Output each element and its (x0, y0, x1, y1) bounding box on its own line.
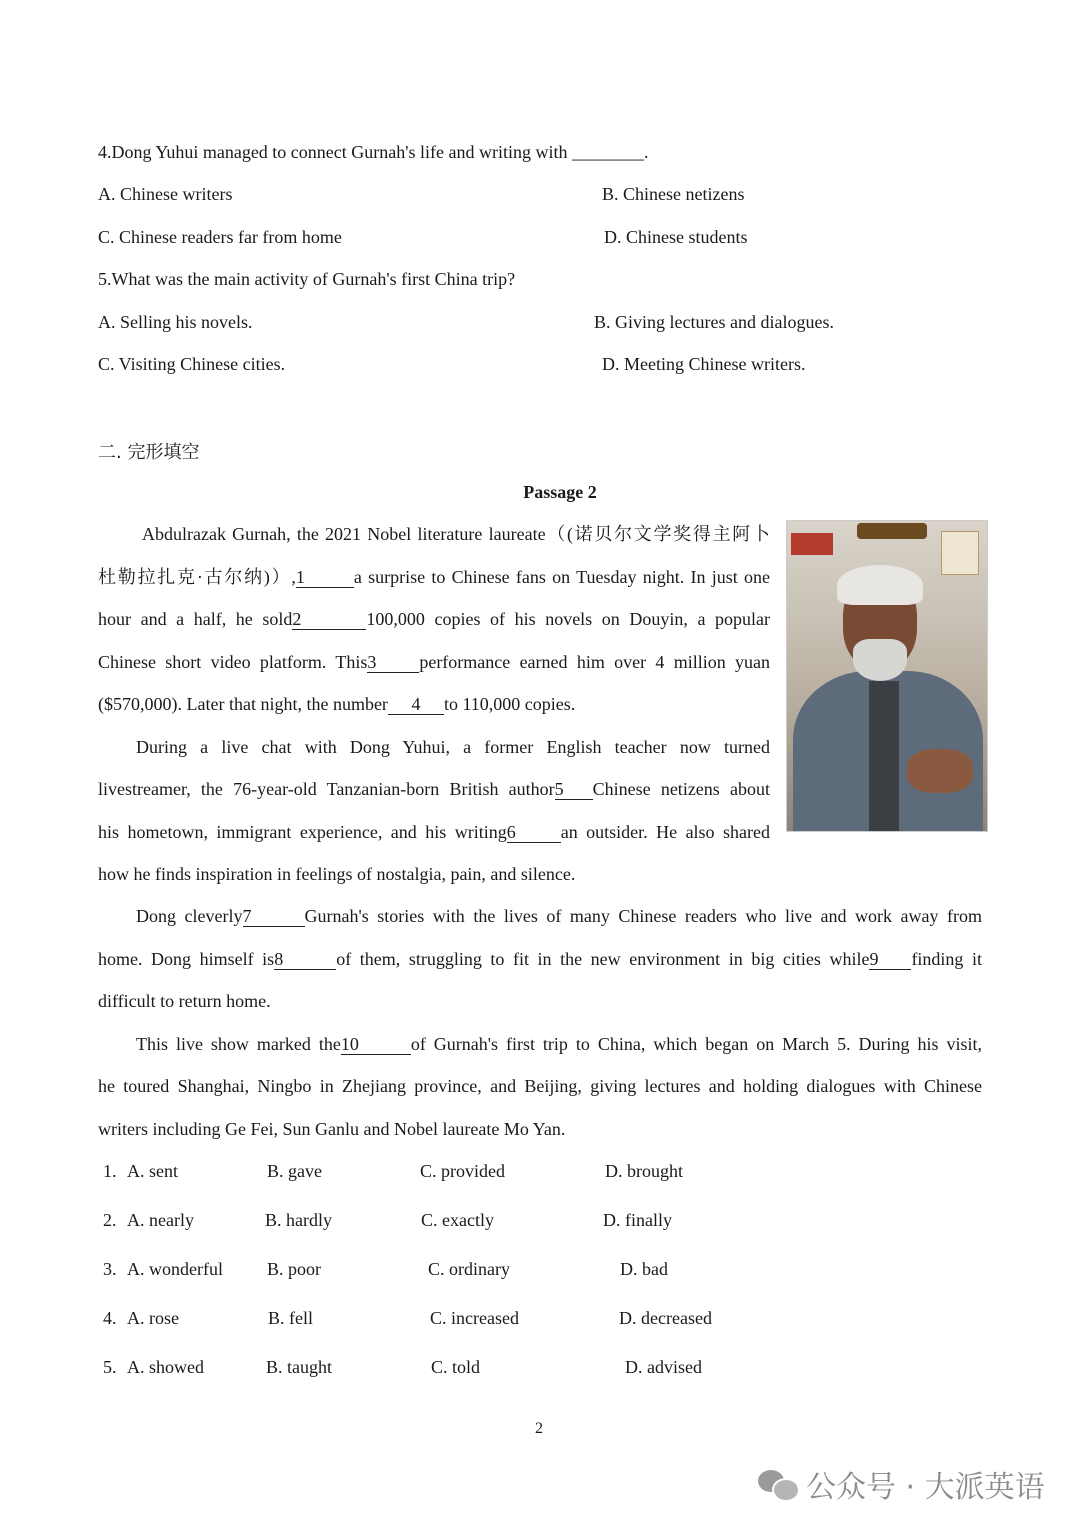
p1-line-1: Abdulrazak Gurnah, the 2021 Nobel literature laureate（(诺贝尔文学奖得主阿卜 (142, 524, 770, 544)
tag-left-shape (791, 533, 833, 555)
option-b: B. poor (267, 1259, 321, 1279)
p2-line-1: During a live chat with Dong Yuhui, a former English teacher now turned (136, 736, 770, 757)
wechat-icon (758, 1468, 798, 1500)
option-b: B. fell (268, 1308, 313, 1328)
q5-option-a: A. Selling his novels. (98, 312, 253, 332)
text: ($570,000). Later that night, the number (98, 694, 388, 714)
option-num: 5. (103, 1357, 117, 1377)
option-c: C. increased (430, 1308, 519, 1328)
q5-option-b: B. Giving lectures and dialogues. (594, 312, 834, 332)
p1-line-3 (98, 598, 770, 641)
blank-1: 1 (296, 567, 354, 588)
option-a: A. sent (127, 1161, 178, 1181)
text: Chinese netizens about (592, 779, 770, 799)
option-a: A. showed (127, 1357, 204, 1377)
beard-shape (853, 639, 907, 681)
q5-stem: 5.What was the main activity of Gurnah's first China trip? (98, 269, 516, 289)
text: home. Dong himself is (98, 948, 275, 969)
text: an outsider. He also shared (560, 821, 771, 842)
blank-8: 8 (274, 949, 336, 970)
p3-line-3: difficult to return home. (98, 991, 271, 1011)
option-num: 1. (103, 1161, 117, 1181)
q4-option-d: D. Chinese students (604, 227, 748, 247)
option-c: C. exactly (421, 1210, 494, 1230)
option-d: D. advised (625, 1357, 702, 1377)
watermark (758, 1462, 1045, 1506)
p4-line-3: writers including Ge Fei, Sun Ganlu and Nobel laureate Mo Yan. (98, 1118, 566, 1139)
shirt-shape (869, 681, 899, 831)
hand-shape (907, 749, 973, 793)
text: a surprise to Chinese fans on Tuesday night. In just one (353, 566, 770, 587)
text: hour and a half, he sold (98, 609, 293, 629)
option-c: C. provided (420, 1161, 505, 1181)
option-b: B. hardly (265, 1210, 332, 1230)
blank-9: 9 (869, 949, 911, 970)
text: livestreamer, the 76-year-old Tanzanian-born British author (98, 779, 555, 799)
option-a: A. rose (127, 1308, 179, 1328)
blank-4: 4 (388, 694, 444, 715)
q4-stem: 4.Dong Yuhui managed to connect Gurnah's life and writing with ________. (98, 142, 649, 162)
p3-line-1 (98, 895, 982, 938)
option-d: D. bad (620, 1259, 668, 1279)
option-c: C. ordinary (428, 1259, 510, 1279)
blank-3: 3 (367, 652, 419, 673)
option-a: A. nearly (127, 1210, 194, 1230)
text: to 110,000 copies. (443, 694, 576, 714)
passage-column (98, 513, 770, 896)
p4-line-2: he toured Shanghai, Ningbo in Zhejiang province, and Beijing, giving lectures and holding dialogues with Chinese (98, 1076, 982, 1096)
option-num: 3. (103, 1259, 117, 1279)
blank-6: 6 (507, 822, 561, 843)
author-photo (786, 520, 988, 832)
tag-right-shape (941, 531, 979, 575)
text: Dong cleverly (136, 906, 243, 926)
text: 100,000 copies of his novels on Douyin, a popular (366, 609, 771, 629)
q4-option-b: B. Chinese netizens (602, 184, 745, 204)
watermark-text: 公众号 · 大派英语 (806, 1470, 1045, 1505)
option-num: 4. (103, 1308, 117, 1328)
p1-line-4 (98, 641, 770, 684)
passage-full (98, 895, 982, 1150)
q5-option-d: D. Meeting Chinese writers. (602, 354, 806, 374)
p1-line-2 (98, 556, 770, 599)
page-number: 2 (535, 1420, 543, 1437)
blank-10: 10 (341, 1034, 411, 1055)
q4-option-a: A. Chinese writers (98, 184, 233, 204)
p3-line-2 (98, 938, 982, 981)
option-d: D. decreased (619, 1308, 712, 1328)
blank-5: 5 (555, 779, 593, 800)
p2-line-3 (98, 811, 770, 854)
text: his hometown, immigrant experience, and his writing (98, 821, 507, 842)
option-b: B. taught (266, 1357, 332, 1377)
p1-line-5 (98, 683, 770, 726)
text: of them, struggling to fit in the new environment in big cities while (336, 948, 870, 969)
text: Chinese short video platform. This (98, 651, 368, 672)
option-d: D. brought (605, 1161, 683, 1181)
text: Gurnah's stories with the lives of many Chinese readers who live and work away from (304, 906, 982, 926)
text: performance earned him over 4 million yuan (419, 651, 770, 672)
p2-line-4: how he finds inspiration in feelings of nostalgia, pain, and silence. (98, 864, 576, 884)
q4-option-c: C. Chinese readers far from home (98, 227, 342, 247)
option-a: A. wonderful (127, 1259, 223, 1279)
blank-2: 2 (292, 609, 366, 630)
text: of Gurnah's first trip to China, which began on March 5. During his visit, (410, 1033, 982, 1054)
passage-title: Passage 2 (523, 482, 597, 502)
banner-shape (857, 523, 927, 539)
text: This live show marked the (136, 1033, 341, 1054)
text: finding it (911, 948, 983, 969)
q5-option-c: C. Visiting Chinese cities. (98, 354, 286, 374)
option-b: B. gave (267, 1161, 322, 1181)
option-c: C. told (431, 1357, 481, 1377)
section-heading: 二. 完形填空 (98, 442, 200, 463)
text: 杜勒拉扎克·古尔纳)）, (98, 566, 296, 587)
p2-line-2 (98, 768, 770, 811)
option-num: 2. (103, 1210, 117, 1230)
p4-line-1 (98, 1023, 982, 1066)
option-d: D. finally (603, 1210, 672, 1230)
hair-shape (837, 565, 923, 605)
bubble-shape (772, 1478, 800, 1502)
blank-7: 7 (243, 906, 305, 927)
